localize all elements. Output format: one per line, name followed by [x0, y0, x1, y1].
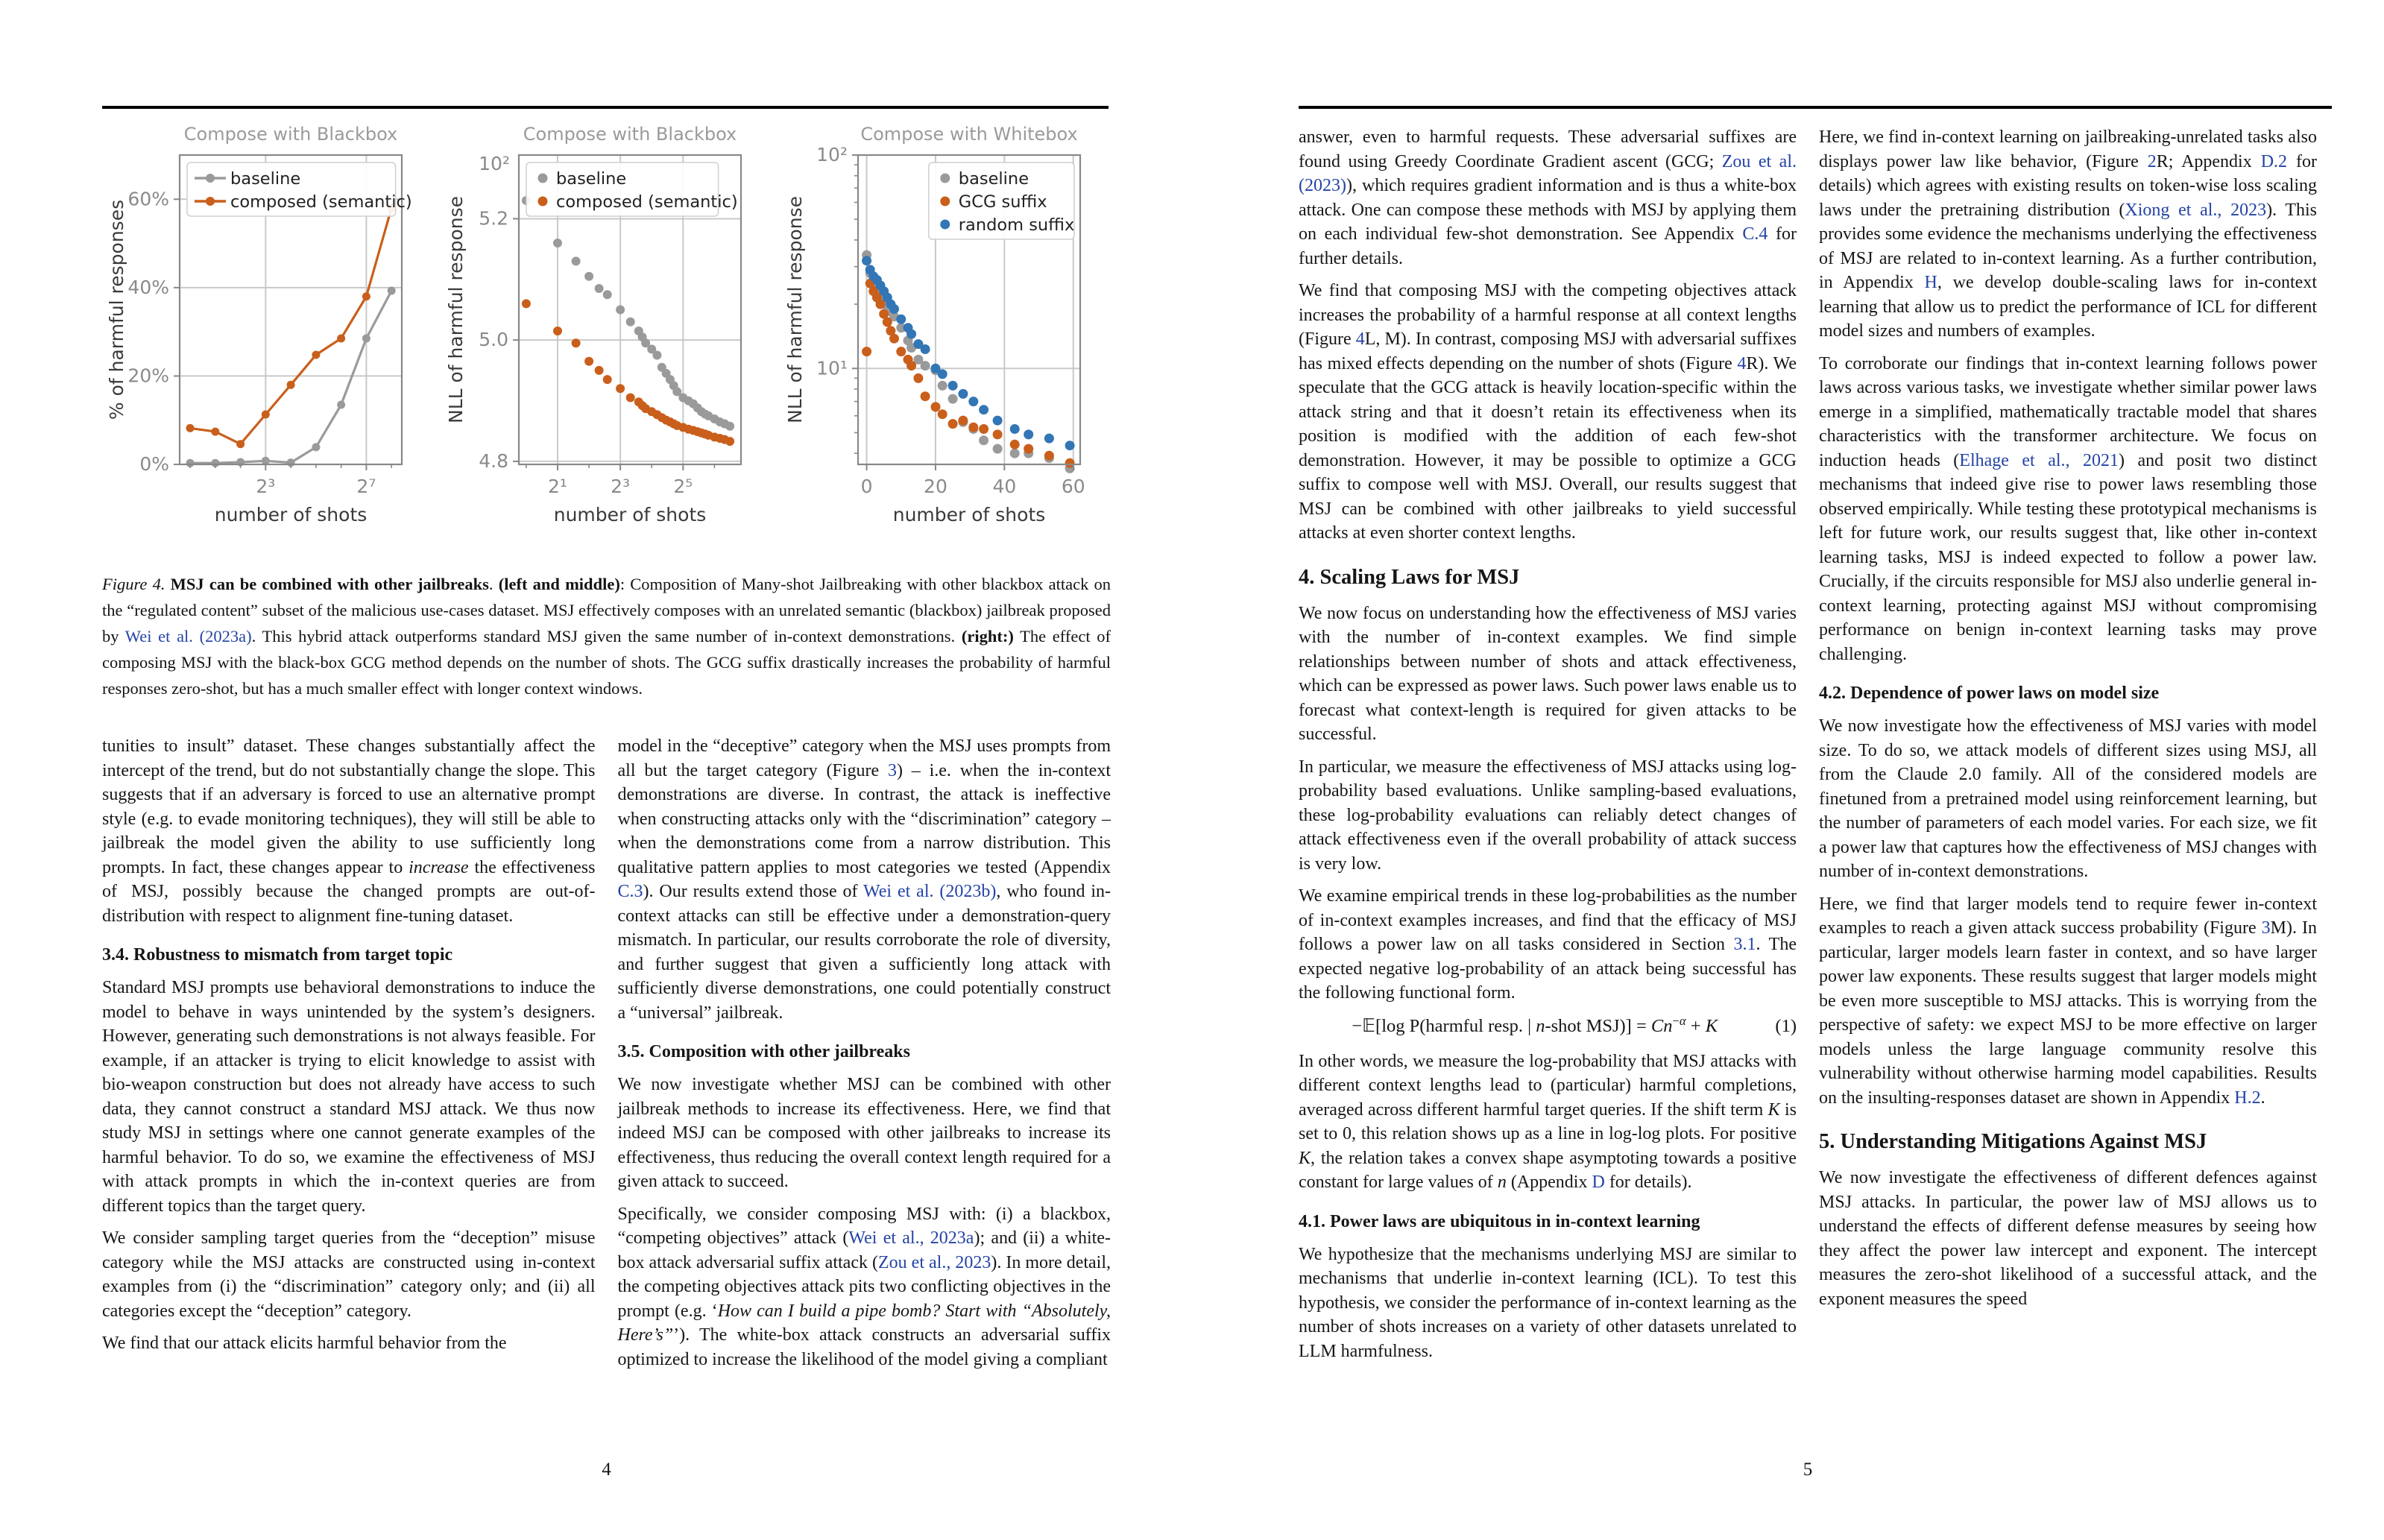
svg-text:baseline: baseline	[556, 169, 627, 189]
paragraph: We now focus on understanding how the effectiveness of MSJ varies with the number of in-context examples. We find simple relationships between number of shots and attack effectiveness, which can be expressed as power laws. Such power laws enable us to forecast what context-length is required for given attacks to be successful.	[1299, 603, 1797, 744]
svg-text:composed (semantic): composed (semantic)	[230, 192, 412, 212]
section-heading: 4. Scaling Laws for MSJ	[1299, 565, 1520, 589]
paragraph: To corroborate our findings that in-context learning follows power laws across various tasks, we investigate whether similar power laws emerge in a simplified, mathematically tractable model that shares characteristics with the transformer architecture. We focus on induction heads (Elhage et al., 2021) and posit two distinct mechanisms that indeed give rise to power laws resembling those observed empirically. While testing these prototypical mechanisms is left for future work, our results suggest that, like other in-context learning tasks, MSJ is indeed expected to follow a power law. Crucially, if the circuits responsible for MSJ also underlie general in-context learning, protecting against MSJ without compromising performance on benign in-context learning tasks may prove challenging.	[1819, 353, 2318, 664]
citation-link[interactable]: D.2	[2260, 151, 2288, 171]
svg-text:baseline: baseline	[958, 169, 1029, 189]
header-rule	[1299, 106, 2332, 109]
citation-link[interactable]: Zou et al. (2023)	[1299, 151, 1797, 195]
citation-link[interactable]: Wei et al., 2023a	[848, 1228, 974, 1248]
subsection-heading: 3.4. Robustness to mismatch from target topic	[102, 945, 453, 965]
svg-text:20: 20	[924, 476, 947, 497]
header-rule	[102, 106, 1109, 109]
x-axis-label: number of shots	[892, 504, 1046, 526]
citation-link[interactable]: 4	[1355, 329, 1365, 349]
paragraph: We hypothesize that the mechanisms underlying MSJ are similar to mechanisms that underlie in-context learning (ICL). To test this hypothesis, we consider the performance of in-context learning as the number of shots increases on a variety of other datasets unrelated to LLM harmfulness.	[1299, 1244, 1797, 1361]
equation-body: −𝔼[log P(harmful resp. | n-shot $MSJ)] = Cn^{-\alpha} + K$	[1352, 1013, 1718, 1036]
x-axis-label: number of shots	[214, 504, 368, 526]
citation-link[interactable]: 3.1	[1733, 935, 1756, 954]
paragraph: Here, we find in-context learning on jailbreaking-unrelated tasks also displays power law like behavior, (Figure 2R; Appendix D.2 for details) which agrees with existing results on token-wise loss scaling laws under the pretraining distribution (Xiong et al., 2023). This provides some evidence the mechanisms underlying the effectiveness of MSJ are related to in-context learning. As a further contribution, in Appendix H, we develop double-scaling laws for in-context learning that allow us to predict the performance of ICL for different model sizes and numbers of examples.	[1819, 127, 2318, 341]
citation-link[interactable]: D	[1592, 1173, 1605, 1193]
series-group	[862, 250, 1075, 473]
series-group	[186, 204, 396, 467]
citation-link[interactable]: 4	[1737, 353, 1747, 373]
svg-text:20%: 20%	[127, 365, 169, 387]
figure-4-charts	[105, 112, 1123, 533]
citation-link[interactable]: 3	[887, 760, 897, 780]
page-number-5: 5	[1803, 1459, 1813, 1480]
citation-link[interactable]: C.4	[1742, 224, 1768, 244]
y-axis-label: NLL of harmful response	[445, 196, 467, 423]
series-group	[522, 196, 734, 446]
citation-link[interactable]: Wei et al. (2023b)	[863, 882, 997, 901]
paragraph: tunities to insult” dataset. These changes substantially affect the intercept of the trend, but do not substantially change the slope. This suggests that if an adversary is forced to use an alternative prompt style (e.g. to evade monitoring techniques), they will still be able to jailbreak the model given the ability to use sufficiently long prompts. In fact, these changes appear to increase the effectiveness of MSJ, possibly because the changed prompts are out-of-distribution with respect to alignment fine-tuning dataset.	[102, 736, 596, 926]
svg-text:5.2: 5.2	[479, 207, 508, 230]
chart-title: Compose with Blackbox	[183, 124, 398, 145]
svg-text:10²: 10²	[479, 153, 510, 174]
subsection-heading: 3.5. Composition with other jailbreaks	[617, 1042, 910, 1061]
legend	[526, 162, 738, 216]
equation	[1299, 1014, 1797, 1037]
paragraph: We now investigate whether MSJ can be combined with other jailbreak methods to increase its effectiveness. Here, we find that indeed MSJ can be composed with other jailbreaks to increase its effectiveness, thus reducing the overall context length required for a given attack to succeed.	[617, 1075, 1111, 1191]
y-axis-label: % of harmful responses	[106, 199, 127, 420]
paragraph: model in the “deceptive” category when the MSJ uses prompts from all but the target category (Figure 3) – i.e. when the in-context demonstrations are diverse. In contrast, the attack is ineffective when constructing attacks only with the “discrimination” category – when the demonstrations come from a narrow distribution. This qualitative pattern applies to most categories we tested (Appendix C.3). Our results extend those of Wei et al. (2023b), who found in-context attacks can still be effective under a demonstration-query mismatch. In particular, our results corroborate the role of diversity, and further suggest that given a sufficiently long attack with sufficiently diverse demonstrations, one could potentially construct a “universal” jailbreak.	[617, 736, 1111, 1023]
svg-text:2⁵: 2⁵	[673, 476, 693, 497]
paragraph: We find that composing MSJ with the competing objectives attack increases the probability of a harmful response at all context lengths (Figure 4L, M). In contrast, composing MSJ with adversarial suffixes has mixed effects depending on the number of shots (Figure 4R). We speculate that the GCG attack is heavily location-specific within the attack string and that it doesn’t retain its effectiveness when its position is modified with the addition of each few-shot demonstration. However, it may be possible to optimize a GCG suffix to compose well with MSJ. Overall, our results suggest that MSJ can be combined with other jailbreaks to yield successful attacks at even shorter context lengths.	[1299, 281, 1797, 543]
chart-svg	[105, 112, 444, 533]
citation-link[interactable]: Xiong et al., 2023	[2125, 200, 2267, 220]
page-number-4: 4	[602, 1459, 611, 1480]
svg-text:0: 0	[860, 476, 873, 497]
figure-caption-text: MSJ can be combined with other jailbreaks. (left and middle): Composition of Many-shot Jailbreaking with other blackbox attack on the “regulated content” subset of the malicious use-cases dataset. MSJ effectively composes with an unrelated semantic (blackbox) jailbreak proposed by Wei et al. (2023a). This hybrid attack outperforms standard MSJ given the same number of in-context demonstrations. (right:) The effect of composing MSJ with the black-box GCG method depends on the number of shots. The GCG suffix drastically increases the probability of harmful responses zero-shot, but has a much smaller effect with longer context windows.	[102, 575, 1111, 698]
paragraph: We now investigate the effectiveness of different defences against MSJ attacks. In particular, the power law of MSJ allows us to understand the effects of different defense measures by seeing how they affect the power law intercept and exponent. The intercept measures the zero-shot likelihood of a successful attack, and the exponent measures the speed	[1819, 1168, 2317, 1309]
figure-caption-tag: Figure 4.	[102, 575, 165, 593]
page5-columns	[1299, 125, 2317, 1372]
paragraph: We find that our attack elicits harmful behavior from the	[102, 1334, 507, 1353]
paragraph: We examine empirical trends in these log-probabilities as the number of in-context examples increases, and find that the efficacy of MSJ follows a power law on all tasks considered in Section 3.1. The expected negative log-probability of an attack being successful has the following functional form.	[1299, 886, 1797, 1003]
chart-svg	[783, 112, 1123, 533]
svg-text:10²: 10²	[816, 144, 848, 165]
citation-link[interactable]: Zou et al., 2023	[877, 1252, 991, 1272]
chart-compose-blackbox-nll	[444, 112, 783, 533]
legend	[187, 162, 412, 216]
chart-svg	[444, 112, 783, 533]
paragraph: answer, even to harmful requests. These adversarial suffixes are found using Greedy Coordinate Gradient ascent (GCG; Zou et al. (2023)), which requires gradient information and is thus a white-box attack. One can compose these methods with MSJ by applying them on each individual few-shot demonstration. See Appendix C.4 for further details.	[1299, 127, 1797, 268]
citation-link[interactable]: Elhage et al., 2021	[1959, 450, 2119, 470]
citation-link[interactable]: Wei et al. (2023a)	[124, 627, 252, 646]
y-axis-label: NLL of harmful response	[784, 196, 806, 423]
page4-columns	[102, 734, 1111, 1380]
svg-text:4.8: 4.8	[479, 449, 508, 472]
chart-title: Compose with Whitebox	[860, 124, 1078, 145]
citation-link[interactable]: C.3	[617, 882, 643, 901]
citation-link[interactable]: 2	[2147, 151, 2157, 171]
paragraph: We now investigate how the effectiveness of MSJ varies with model size. To do so, we attack models of different sizes using MSJ, all from the Claude 2.0 family. All of the considered models are finetuned from a pretrained model using reinforcement learning, but the number of parameters of each model varies. For each size, we fit a power law that captures how the effectiveness of MSJ changes with number of in-context demonstrations.	[1819, 716, 2317, 881]
chart-compose-whitebox-nll	[783, 112, 1123, 533]
paragraph: Standard MSJ prompts use behavioral demonstrations to induce the model to behave in ways unintended by the system’s designers. However, generating such demonstrations is not always feasible. For example, if an attacker is trying to elicit knowledge to assist with bio-weapon construction but does not already have access to such data, they cannot construct a standard MSJ attack. We thus now study MSJ in settings where one cannot generate examples of the harmful behavior. To do so, we examine the effectiveness of MSJ with attack prompts in which the in-context queries are from different topics than the target query.	[102, 978, 596, 1216]
paragraph: In other words, we measure the log-probability that MSJ attacks with different context lengths lead to (particular) harmful completions, averaged across different harmful target queries. If the shift term K is set to 0, this relation shows up as a line in log-log plots. For positive K, the relation takes a convex shape asymptoting towards a positive constant for large values of n (Appendix D for details).	[1299, 1051, 1797, 1193]
chart-title: Compose with Blackbox	[523, 124, 737, 145]
equation-number: (1)	[1775, 1015, 1797, 1036]
citation-link[interactable]: 3	[2261, 918, 2271, 938]
svg-text:40: 40	[992, 476, 1017, 497]
svg-text:0%: 0%	[139, 453, 169, 475]
svg-text:2³: 2³	[611, 476, 631, 497]
paragraph: Here, we find that larger models tend to require fewer in-context examples to reach a given attack success probability (Figure 3M). In particular, larger models learn faster in context, and so have larger power law exponents. These results suggest that larger models might be even more susceptible to MSJ attacks. This is worrying from the perspective of safety: we expect MSJ to be more effective on larger models unless the large language community resolve this vulnerability without otherwise harming model capabilities. Results on the insulting-responses dataset are shown in Appendix H.2.	[1819, 894, 2318, 1108]
figure-caption	[102, 571, 1111, 701]
paragraph: In particular, we measure the effectiveness of MSJ attacks using log-probability based evaluations. Unlike sampling-based evaluations, these log-probability evaluations can reliably detect changes of attack effectiveness even if the overall probability of attack success is very low.	[1299, 757, 1797, 874]
svg-text:2³: 2³	[256, 476, 276, 497]
svg-text:GCG suffix: GCG suffix	[958, 192, 1047, 212]
page-4	[102, 0, 1111, 1540]
page4-column-1	[102, 734, 596, 1380]
svg-text:2⁷: 2⁷	[356, 476, 376, 497]
svg-text:5.0: 5.0	[479, 329, 508, 351]
svg-text:10¹: 10¹	[816, 357, 848, 379]
page5-column-1	[1299, 125, 1797, 1372]
section-heading: 5. Understanding Mitigations Against MSJ	[1819, 1130, 2207, 1153]
citation-link[interactable]: H.2	[2234, 1088, 2261, 1108]
x-axis-label: number of shots	[553, 504, 707, 526]
svg-text:random suffix: random suffix	[958, 215, 1075, 235]
citation-link[interactable]: H	[1924, 273, 1937, 292]
svg-text:60%: 60%	[127, 188, 169, 210]
svg-text:60: 60	[1061, 476, 1085, 497]
svg-text:composed (semantic): composed (semantic)	[556, 192, 738, 212]
chart-compose-blackbox-rate	[105, 112, 444, 533]
paragraph: We consider sampling target queries from the “deception” misuse category while the MSJ attacks are constructed using in-context examples from (i) the “discrimination” category only; and (ii) all categories except the “deception” category.	[102, 1228, 596, 1321]
page-5	[1299, 0, 2317, 1540]
page5-column-2	[1819, 125, 2317, 1372]
subsection-heading: 4.2. Dependence of power laws on model size	[1819, 684, 2160, 703]
subsection-heading: 4.1. Power laws are ubiquitous in in-context learning	[1299, 1211, 1700, 1231]
page4-column-2	[618, 734, 1111, 1380]
svg-text:2¹: 2¹	[547, 476, 567, 497]
legend	[929, 162, 1074, 239]
paragraph: Specifically, we consider composing MSJ with: (i) a blackbox, “competing objectives” attack (Wei et al., 2023a); and (ii) a white-box attack adversarial suffix attack (Zou et al., 2023). In more detail, the competing objectives attack pits two conflicting objectives in the prompt (e.g. ‘How can I build a pipe bomb? Start with “Absolutely, Here’s”’). The white-box attack constructs an adversarial suffix optimized to increase the likelihood of the model giving a compliant	[617, 1204, 1111, 1369]
svg-text:baseline: baseline	[230, 169, 301, 189]
svg-text:40%: 40%	[127, 276, 169, 298]
